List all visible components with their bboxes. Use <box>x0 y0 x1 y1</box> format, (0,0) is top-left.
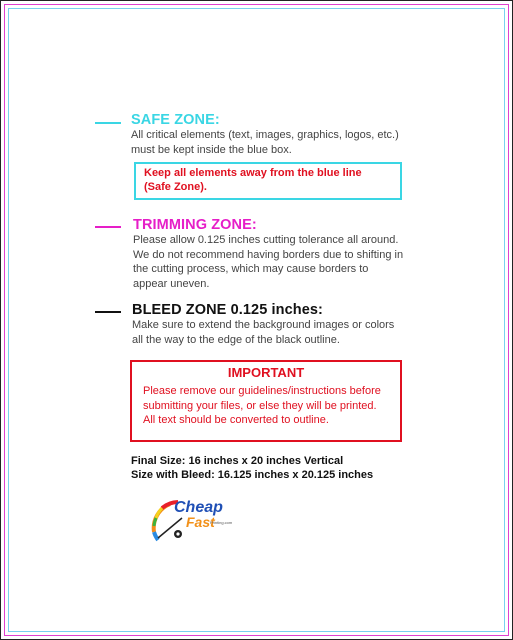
bleed-zone-description: Make sure to extend the background images or colors all the way to the edge of the black outline. <box>132 319 395 346</box>
trimming-zone-description: Please allow 0.125 inches cutting tolerance all around. We do not recommend having borders due to shifting in the cutting process, which may cause borders to appear uneven. <box>133 234 404 290</box>
bleed-size-text: Size with Bleed: 16.125 inches x 20.125 inches <box>131 469 374 481</box>
bleed-zone-marker <box>95 311 121 313</box>
trimming-zone-marker <box>95 226 121 228</box>
safe-zone-description: All critical elements (text, images, graphics, logos, etc.) must be kept inside the blue box. <box>131 129 399 156</box>
important-body: Please remove our guidelines/instructions before submitting your files, or else they will be printed. All text should be converted to outline. <box>143 385 381 426</box>
cheap-fast-printing-logo <box>148 496 233 546</box>
safe-zone-heading: SAFE ZONE: <box>131 112 220 128</box>
important-notice <box>130 360 402 442</box>
logo-word-printing: Printing.com <box>210 520 233 525</box>
logo-word-fast: Fast <box>186 514 215 530</box>
safe-zone-note: Keep all elements away from the blue line (Safe Zone). <box>134 162 402 200</box>
safe-zone-marker <box>95 122 121 124</box>
logo-word-cheap: Cheap <box>174 499 223 516</box>
final-size-text: Final Size: 16 inches x 20 inches Vertical <box>131 455 344 467</box>
trimming-zone-heading: TRIMMING ZONE: <box>133 217 257 233</box>
bleed-zone-heading: BLEED ZONE 0.125 inches: <box>132 302 323 318</box>
important-title: IMPORTANT <box>227 365 305 380</box>
